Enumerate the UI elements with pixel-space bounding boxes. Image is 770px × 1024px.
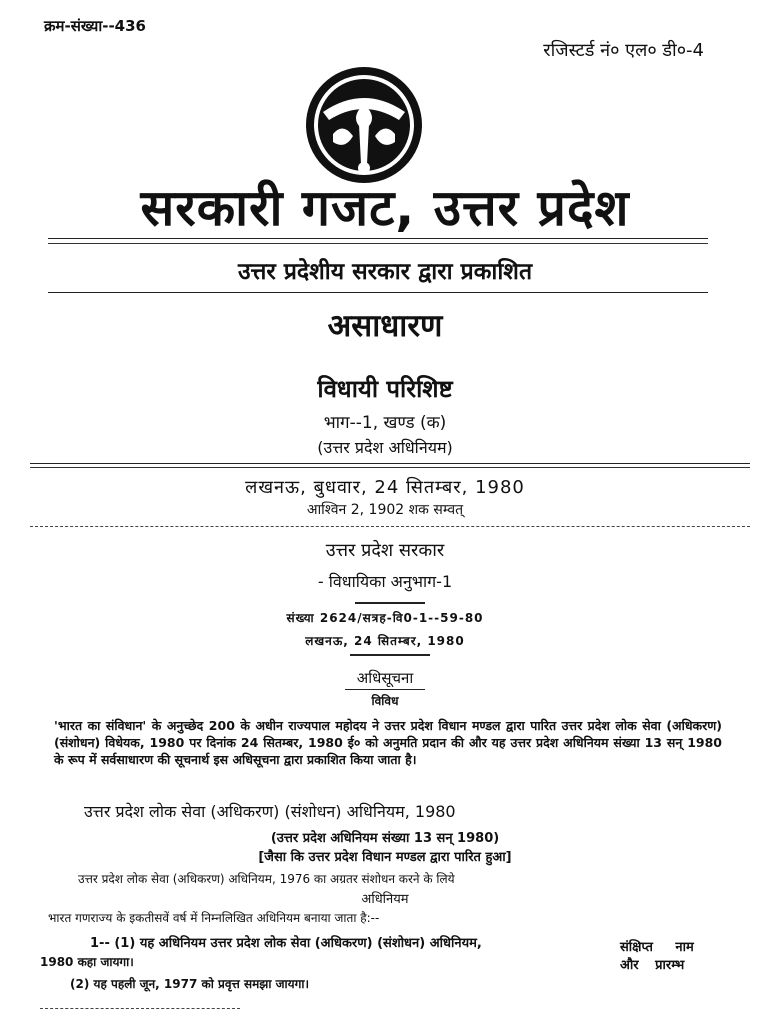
notification-heading: अधिसूचना <box>356 669 414 687</box>
acts-label: (उत्तर प्रदेश अधिनियम) <box>317 438 453 457</box>
shak-date: आश्विन 2, 1902 शक सम्वत् <box>306 502 464 518</box>
act-heading: अधिनियम <box>361 892 409 907</box>
state-emblem-icon <box>303 64 425 186</box>
miscellaneous-label: विविध <box>371 694 399 708</box>
divider <box>30 467 750 468</box>
margin-note-short-title: संक्षिप्त नाम <box>620 940 694 955</box>
government-name: उत्तर प्रदेश सरकार <box>325 540 445 561</box>
registration-number: रजिस्टर्ड नं० एल० डी०-4 <box>543 40 704 61</box>
divider <box>48 243 708 244</box>
divider <box>40 1008 240 1009</box>
department-name: - विधायिका अनुभाग-1 <box>317 572 453 591</box>
section-1-text: 1-- (1) यह अधिनियम उत्तर प्रदेश लोक सेवा (अधिकरण) (संशोधन) अधिनियम, <box>90 936 482 951</box>
divider <box>48 238 708 239</box>
passed-note: [जैसा कि उत्तर प्रदेश विधान मण्डल द्वारा पारित हुआ] <box>258 850 512 865</box>
supplement-label: विधायी परिशिष्ट <box>317 375 453 403</box>
publisher-line: उत्तर प्रदेशीय सरकार द्वारा प्रकाशित <box>237 259 533 285</box>
divider <box>48 292 708 293</box>
extraordinary-label: असाधारण <box>327 308 443 344</box>
notice-number: संख्या 2624/सत्रह-वि0-1--59-80 <box>286 611 484 625</box>
divider <box>355 602 425 604</box>
act-long-title: उत्तर प्रदेश लोक सेवा (अधिकरण) अधिनियम, 1976 का अग्रतर संशोधन करने के लिये <box>78 872 455 886</box>
section-1-year: 1980 कहा जायगा। <box>40 955 134 969</box>
notice-place-date: लखनऊ, 24 सितम्बर, 1980 <box>305 634 465 648</box>
divider <box>350 654 430 656</box>
notice-paragraph: 'भारत का संविधान' के अनुच्छेद 200 के अधीन राज्यपाल महोदय ने उत्तर प्रदेश विधान मण्डल द्वारा पारित उत्तर प्रदेश लोक सेवा (अधिकरण) (संशोधन) विधेयक, 1980 पर दिनांक 24 सितम्बर, 1980 ई० को अनुमति प्रदान की और यह उत्तर प्रदेश अधिनियम संख्या 13 सन् 1980 के रूप में सर्वसाधारण की सूचनार्थ इस अधिसूचना द्वारा प्रकाशित किया जाता है। <box>54 718 722 767</box>
divider <box>345 689 425 690</box>
act-number: (उत्तर प्रदेश अधिनियम संख्या 13 सन् 1980) <box>270 831 500 846</box>
serial-number: क्रम-संख्या--436 <box>44 17 146 35</box>
act-title: उत्तर प्रदेश लोक सेवा (अधिकरण) (संशोधन) अधिनियम, 1980 <box>84 802 456 821</box>
divider <box>30 526 750 527</box>
section-2-text: (2) यह पहली जून, 1977 को प्रवृत्त समझा जायगा। <box>70 977 309 991</box>
part-section: भाग--1, खण्ड (क) <box>323 413 447 433</box>
margin-note-commencement: और प्रारम्भ <box>620 958 685 973</box>
gazette-title: सरकारी गजट, उत्तर प्रदेश <box>140 179 630 237</box>
divider <box>30 463 750 464</box>
dateline: लखनऊ, बुधवार, 24 सितम्बर, 1980 <box>245 477 525 498</box>
enacting-clause: भारत गणराज्य के इकतीसवें वर्ष में निम्नलिखित अधिनियम बनाया जाता है:-- <box>48 911 380 925</box>
